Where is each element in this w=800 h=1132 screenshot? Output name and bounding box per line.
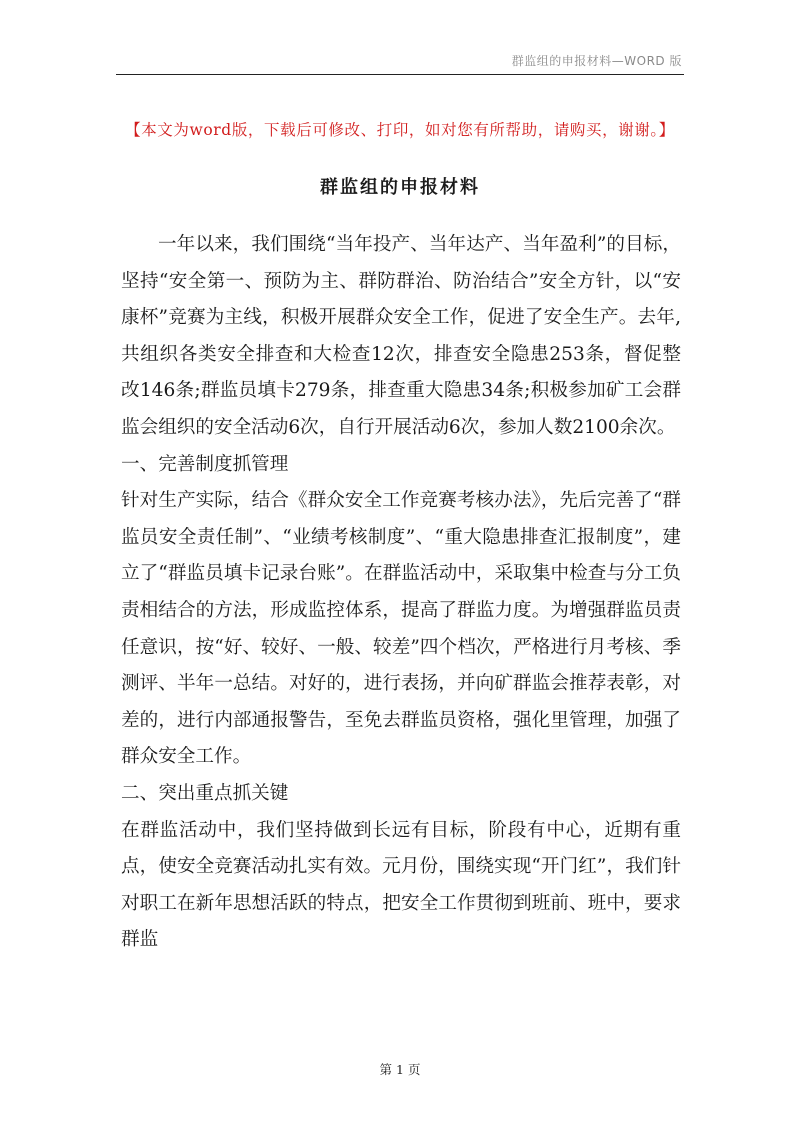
document-body <box>121 227 681 959</box>
paragraph-intro: 一年以来，我们围绕“当年投产、当年达产、当年盈利”的目标，坚持“安全第一、预防为主、群防群治、防治结合”安全方针，以“安康杯”竞赛为主线，积极开展群众安全工作，促进了安全生产。去年,共组织各类安全排查和大检查12次，排查安全隐患253条，督促整改146条;群监员填卡279条，排查重大隐患34条;积极参加矿工会群监会组织的安全活动6次，自行开展活动6次，参加人数2100余次。 <box>121 234 681 438</box>
purchase-notice: 【本文为word版，下载后可修改、打印，如对您有所帮助，请购买，谢谢。】 <box>125 121 675 139</box>
header-title: 群监组的申报材料—WORD 版 <box>511 54 682 68</box>
paragraph-section-2: 在群监活动中，我们坚持做到长远有目标，阶段有中心，近期有重点，使安全竞赛活动扎实有效。元月份，围绕实现“开门红”，我们针对职工在新年思想活跃的特点，把安全工作贯彻到班前、班中，要求群监 <box>121 819 681 951</box>
page-header <box>0 52 800 76</box>
page-footer <box>0 1060 800 1078</box>
page-number: 第 1 页 <box>379 1062 421 1077</box>
header-divider <box>116 74 684 75</box>
section-heading-1: 一、完善制度抓管理 <box>121 453 289 475</box>
section-heading-2: 二、突出重点抓关键 <box>121 782 289 804</box>
document-title: 群监组的申报材料 <box>320 177 480 198</box>
paragraph-section-1: 针对生产实际，结合《群众安全工作竞赛考核办法》，先后完善了“群监员安全责任制”、“业绩考核制度”、“重大隐患排查汇报制度”，建立了“群监员填卡记录台账”。在群监活动中，采取集中检查与分工负责相结合的方法，形成监控体系，提高了群监力度。为增强群监员责任意识，按“好、较好、一般、较差”四个档次，严格进行月考核、季测评、半年一总结。对好的，进行表扬，并向矿群监会推荐表彰，对差的，进行内部通报警告，至免去群监员资格，强化里管理，加强了群众安全工作。 <box>121 490 681 768</box>
